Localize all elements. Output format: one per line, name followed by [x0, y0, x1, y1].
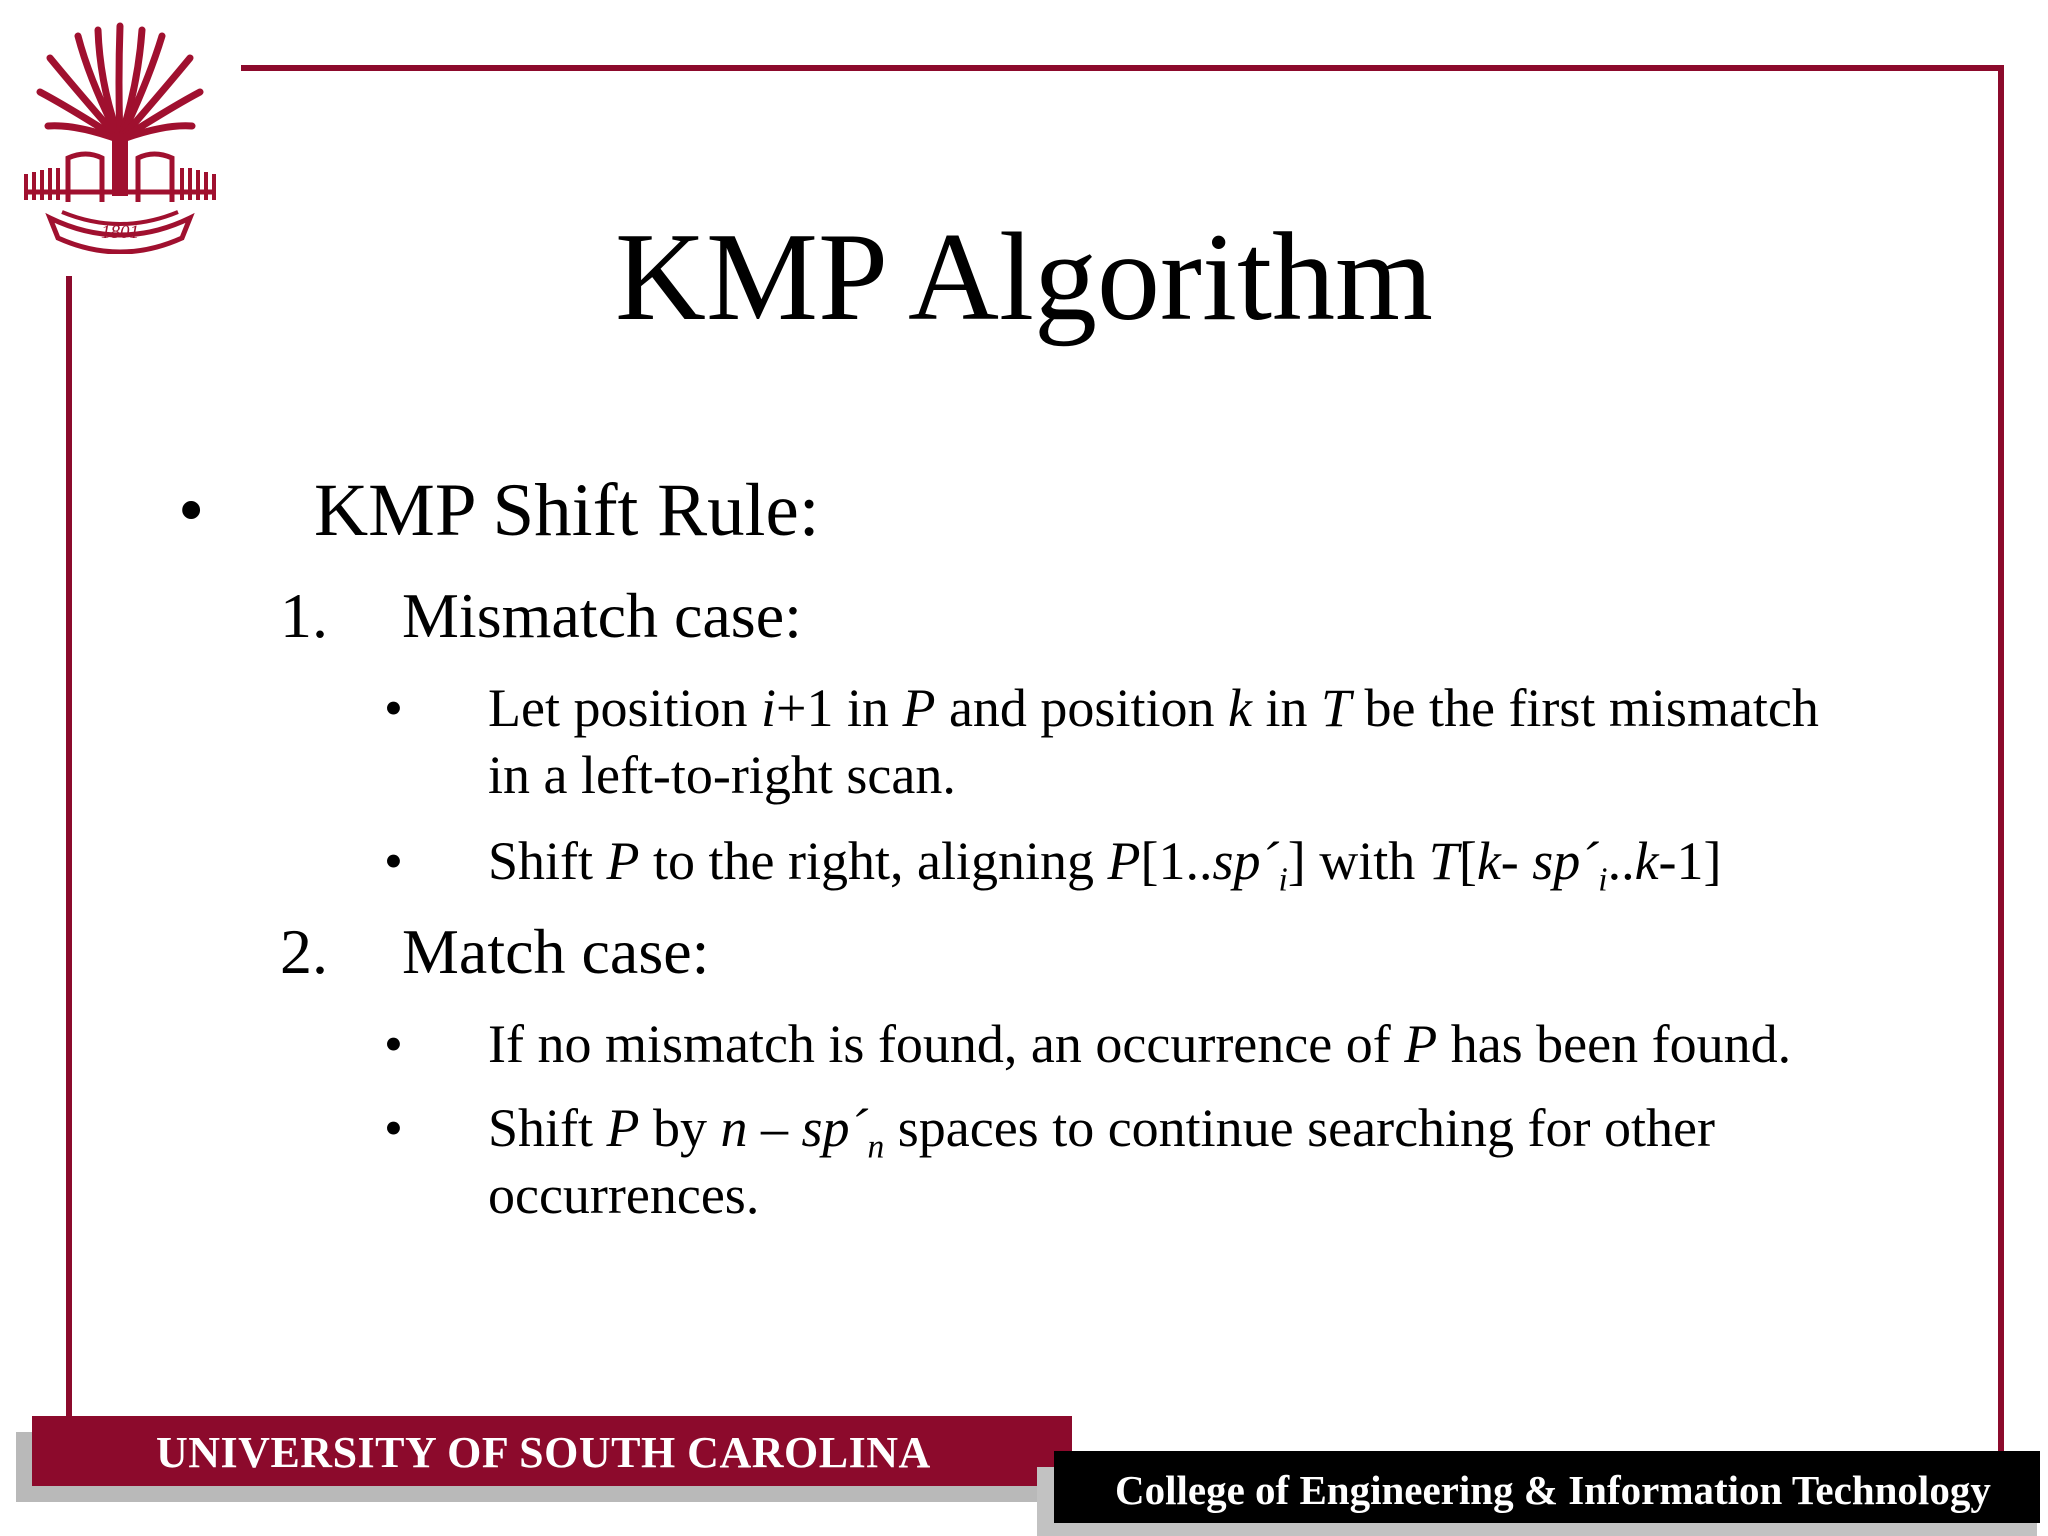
item-1-point-2-line-1: Shift P to the right, aligning $P[1..sp´_i]$ with T[k- $sp´_i..k-1$]	[488, 831, 1722, 899]
item-1-point-1-line-1: Let position i+1 in P and position k in T be the first mismatch	[488, 678, 1819, 738]
item-2-heading: Match case:	[402, 916, 710, 987]
main-bullet-label: KMP Shift Rule:	[314, 469, 820, 552]
university-name: UNIVERSITY OF SOUTH CAROLINA	[156, 1428, 931, 1477]
frame-left-line	[66, 276, 72, 1426]
item-1-number: 1.	[280, 580, 328, 651]
item-1-point-2-bullet: •	[384, 831, 403, 891]
frame-top-line	[241, 65, 2004, 71]
item-1-heading: Mismatch case:	[402, 580, 802, 651]
main-bullet-symbol: •	[178, 469, 205, 552]
item-2-point-1-line-1: If no mismatch is found, an occurrence of P has been found.	[488, 1014, 1792, 1074]
item-2-point-2-line-2: occurrences.	[488, 1165, 760, 1225]
item-1-point-1-line-2: in a left-to-right scan.	[488, 745, 956, 805]
slide-title: KMP Algorithm	[615, 208, 1433, 347]
item-1-point-1-bullet: •	[384, 678, 403, 738]
item-2-number: 2.	[280, 916, 328, 987]
item-2-point-1-bullet: •	[384, 1014, 403, 1074]
item-2-point-2-bullet: •	[384, 1098, 403, 1158]
item-2-point-2-line-1: Shift P by n – $sp´_n$ spaces to continue searching for other	[488, 1098, 1715, 1166]
logo-year: 1801	[101, 222, 139, 243]
college-name: College of Engineering & Information Technology	[1115, 1467, 1991, 1513]
